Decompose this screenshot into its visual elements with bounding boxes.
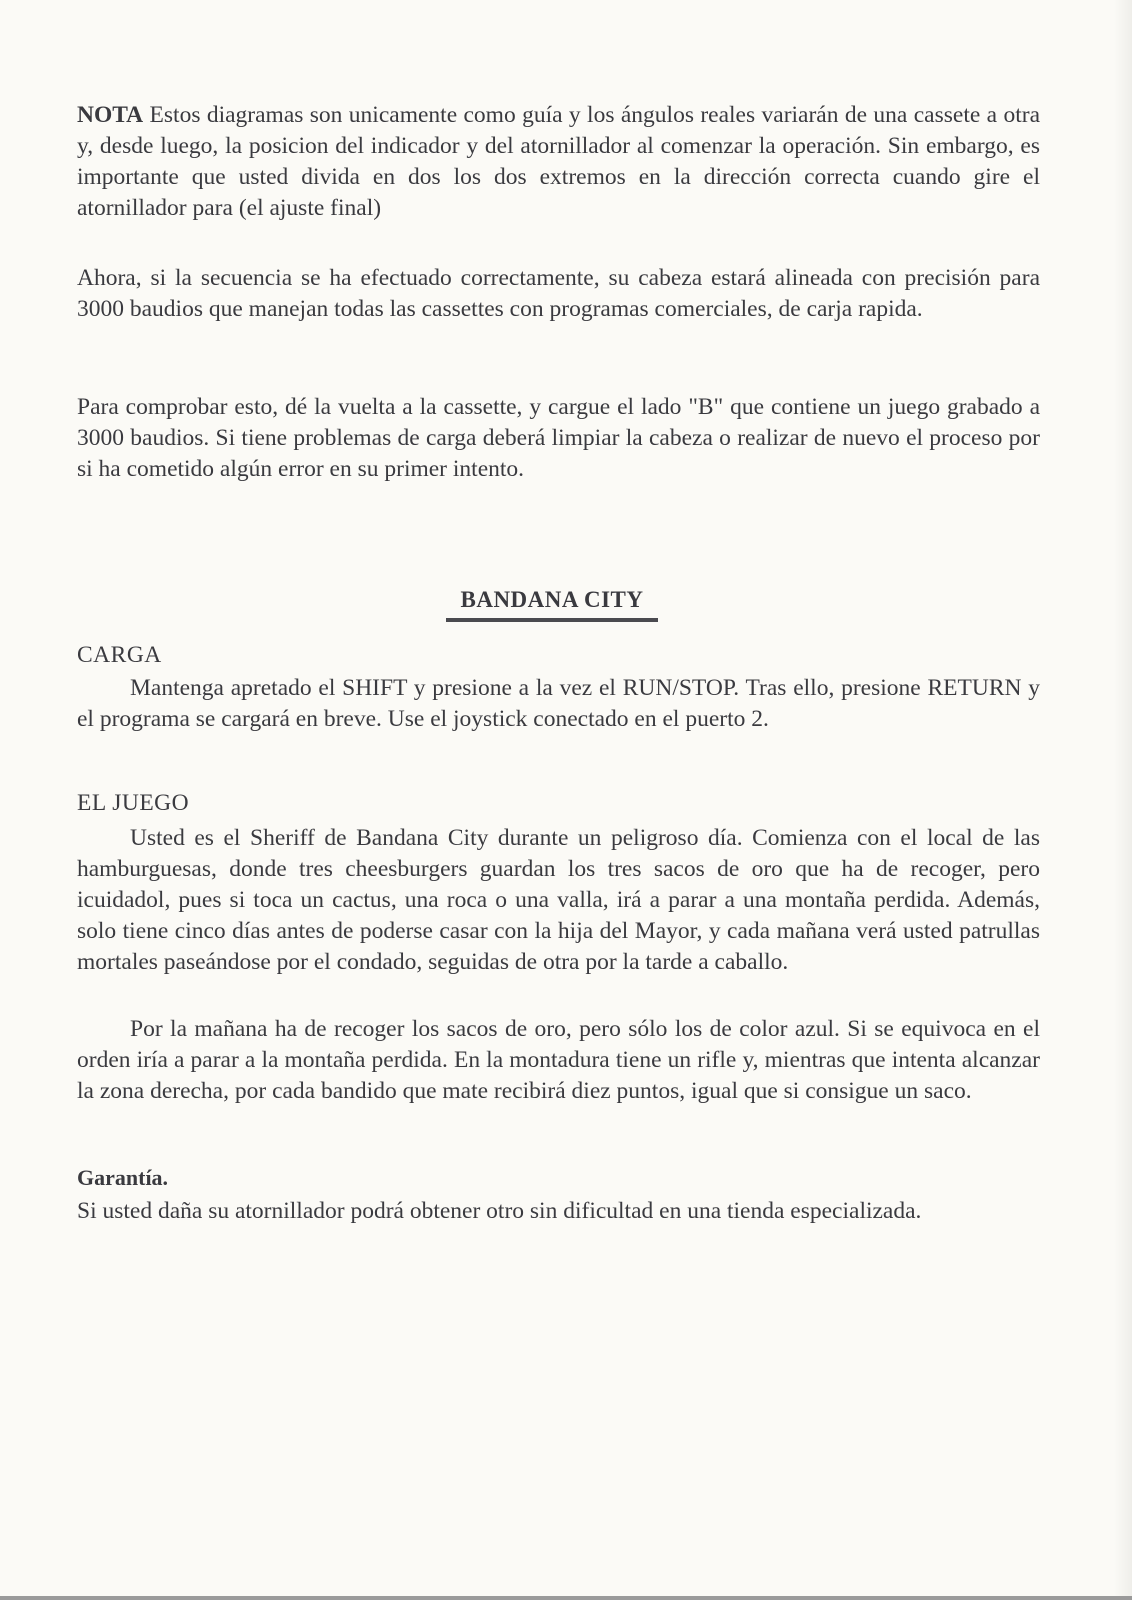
verification-paragraph: Para comprobar esto, dé la vuelta a la cassette, y cargue el lado "B" que contiene un juego grabado a 3000 baudios. Si tiene problemas de carga deberá limpiar la cabeza o realizar de nuevo el proceso por si ha cometido algún error en su primer intento. — [77, 394, 1040, 482]
alignment-paragraph: Ahora, si la secuencia se ha efectuado correctamente, su cabeza estará alineada con precisión para 3000 baudios que manejan todas las cassettes con programas comerciales, de carja rapida. — [77, 265, 1040, 322]
nota-paragraph — [77, 100, 1040, 224]
nota-label: NOTA — [77, 102, 144, 128]
carga-paragraph: Mantenga apretado el SHIFT y presione a la vez el RUN/STOP. Tras ello, presione RETURN y el programa se cargará en breve. Use el joystick conectado en el puerto 2. — [77, 675, 1040, 732]
page-bottom-edge — [0, 1596, 1132, 1600]
garantia-heading: Garantía. — [77, 1165, 169, 1190]
page-right-edge — [1114, 0, 1132, 1600]
juego-paragraph-1: Usted es el Sheriff de Bandana City durante un peligroso día. Comienza con el local de las hamburguesas, donde tres cheesburgers guardan los tres sacos de oro que ha de recoger, pero icuidadol, pues si toca un cactus, una roca o una valla, irá a parar a una montaña perdida. Además, solo tiene cinco días antes de poderse casar con la hija del Mayor, y cada mañana verá usted patrullas mortales paseándose por el condado, seguidas de otra por la tarde a caballo. — [77, 825, 1040, 975]
juego-heading: EL JUEGO — [77, 790, 190, 816]
title-underline — [446, 618, 658, 622]
carga-heading: CARGA — [77, 642, 162, 668]
nota-text: Estos diagramas son unicamente como guía y los ángulos reales variarán de una cassete a otra y, desde luego, la posicion del indicador y del atornillador al comenzar la operación. Sin embargo, es importante que usted divida en dos los dos extremos en la dirección correcta cuando gire el atornillador para (el ajuste final) — [77, 102, 1040, 221]
game-title-block — [446, 586, 658, 622]
juego-paragraph-2: Por la mañana ha de recoger los sacos de oro, pero sólo los de color azul. Si se equivoca en el orden iría a parar a la montaña perdida. En la montadura tiene un rifle y, mientras que intenta alcanzar la zona derecha, por cada bandido que mate recibirá diez puntos, igual que si consigue un saco. — [77, 1016, 1040, 1104]
garantia-paragraph: Si usted daña su atornillador podrá obtener otro sin dificultad en una tienda especializada. — [77, 1198, 922, 1224]
game-title: BANDANA CITY — [460, 587, 644, 612]
